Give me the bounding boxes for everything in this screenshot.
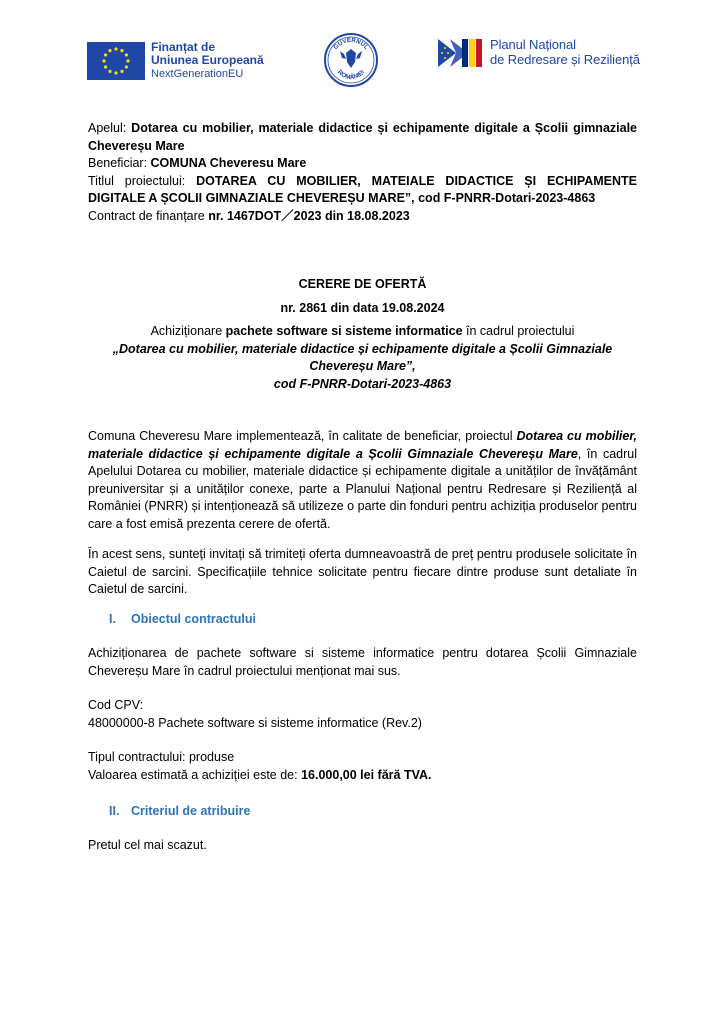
eu-logo-line3: NextGenerationEU	[151, 67, 244, 80]
cpv-value: 48000000-8 Pachete software si sisteme informatice (Rev.2)	[88, 715, 422, 730]
project-name: „Dotarea cu mobilier, materiale didactice și echipamente digitale a Școlii Gimnaziale Chevereșu Mare”,	[112, 341, 613, 373]
apel-line: Apelul: Dotarea cu mobilier, materiale didactice și echipamente digitale a Școlii gimnaziale Chevereșu Mare	[88, 121, 637, 153]
beneficiar-value: COMUNA Cheveresu Mare	[150, 156, 307, 170]
pnrr-logo	[436, 37, 640, 69]
cpv-label: Cod CPV:	[88, 698, 144, 712]
romanian-government-seal	[323, 32, 379, 93]
document-heading: CERERE DE OFERTĂ	[298, 277, 427, 291]
pnrr-arrow-icon	[436, 37, 486, 69]
beneficiar-line: Beneficiar: COMUNA Cheveresu Mare	[88, 156, 307, 170]
project-code: cod F-PNRR-Dotari-2023-4863	[273, 376, 452, 391]
header-logos	[0, 30, 724, 90]
intro-paragraph: Comuna Cheveresu Mare implementează, în calitate de beneficiar, proiectul Dotarea cu mobilier, materiale didactice și echipamente digitale a Școlii Gimnaziale Chevereșu Mare, în cadrul Apelului Dotarea cu mobilier, materiale didactice și echipamente digitale a unităților de învățământ preuniversitar și a unităților conexe, parte a Planului Național pentru Redresare și Reziliență al României (PNRR) și intenționează să utilizeze o parte din fonduri pentru achiziția produselor pentru care a fost emisă prezenta cerere de ofertă.	[88, 429, 637, 531]
eu-funding-logo	[87, 41, 264, 80]
svg-text:GUVERNUL: GUVERNUL	[332, 36, 370, 52]
svg-text:ROMÂNIEI: ROMÂNIEI	[335, 68, 367, 82]
section-2-heading: II. Criteriul de atribuire	[109, 804, 251, 818]
eu-logo-line2: Uniunea Europeană	[151, 53, 264, 68]
criteriu-paragraph: Pretul cel mai scazut.	[88, 838, 207, 852]
section-2-content	[88, 837, 637, 855]
obiect-paragraph: Achiziționarea de pachete software si sisteme informatice pentru dotarea Școlii Gimnaziale Chevereșu Mare în cadrul proiectului menționat mai sus.	[88, 646, 637, 678]
eu-logo-line1: Finanțat de	[151, 40, 216, 54]
pnrr-logo-line1: Planul Național	[490, 37, 576, 53]
contract-value: nr. 1467DOT／2023 din 18.08.2023	[208, 208, 410, 223]
apel-value: Dotarea cu mobilier, materiale didactice și echipamente digitale a Școlii gimnaziale Chevereșu Mare	[88, 121, 637, 153]
estimated-value: Valoarea estimată a achiziției este de: 16.000,00 lei fără TVA.	[88, 767, 432, 782]
document-title-block	[88, 276, 637, 393]
contract-type: Tipul contractului: produse	[88, 750, 235, 764]
titlu-value: DOTAREA CU MOBILIER, MATEIALE DIDACTICE ȘI ECHIPAMENTE DIGITALE A ȘCOLII GIMNAZIALE CHEVEREȘU MARE”, cod F-PNRR-Dotari-2023-4863	[88, 173, 638, 205]
titlu-line: Titlul proiectului: DOTAREA CU MOBILIER, MATEIALE DIDACTICE ȘI ECHIPAMENTE DIGITALE A ȘCOLII GIMNAZIALE CHEVEREȘU MARE”, cod F-PNRR-Dotari-2023-4863	[88, 173, 638, 205]
document-number: nr. 2861 din data 19.08.2024	[280, 300, 445, 315]
invitation-paragraph: În acest sens, sunteți invitați să trimiteți oferta dumneavoastră de preț pentru produsele solicitate în Caietul de sarcini. Specificațiile tehnice solicitate pentru fiecare dintre produse sunt detaliate în Caietul de sarcini.	[88, 547, 637, 596]
section-1-content	[88, 645, 637, 784]
contract-line: Contract de finanțare nr. 1467DOT／2023 din 18.08.2023	[88, 208, 410, 223]
pnrr-logo-line2: de Redresare și Reziliență	[490, 52, 640, 67]
government-seal-icon	[323, 32, 379, 88]
section-1-heading: I. Obiectul contractului	[109, 612, 257, 626]
eu-flag-icon	[87, 42, 145, 80]
project-info-block	[88, 120, 637, 225]
achizitie-line: Achiziționare pachete software si sisteme informatice în cadrul proiectului	[150, 324, 575, 338]
